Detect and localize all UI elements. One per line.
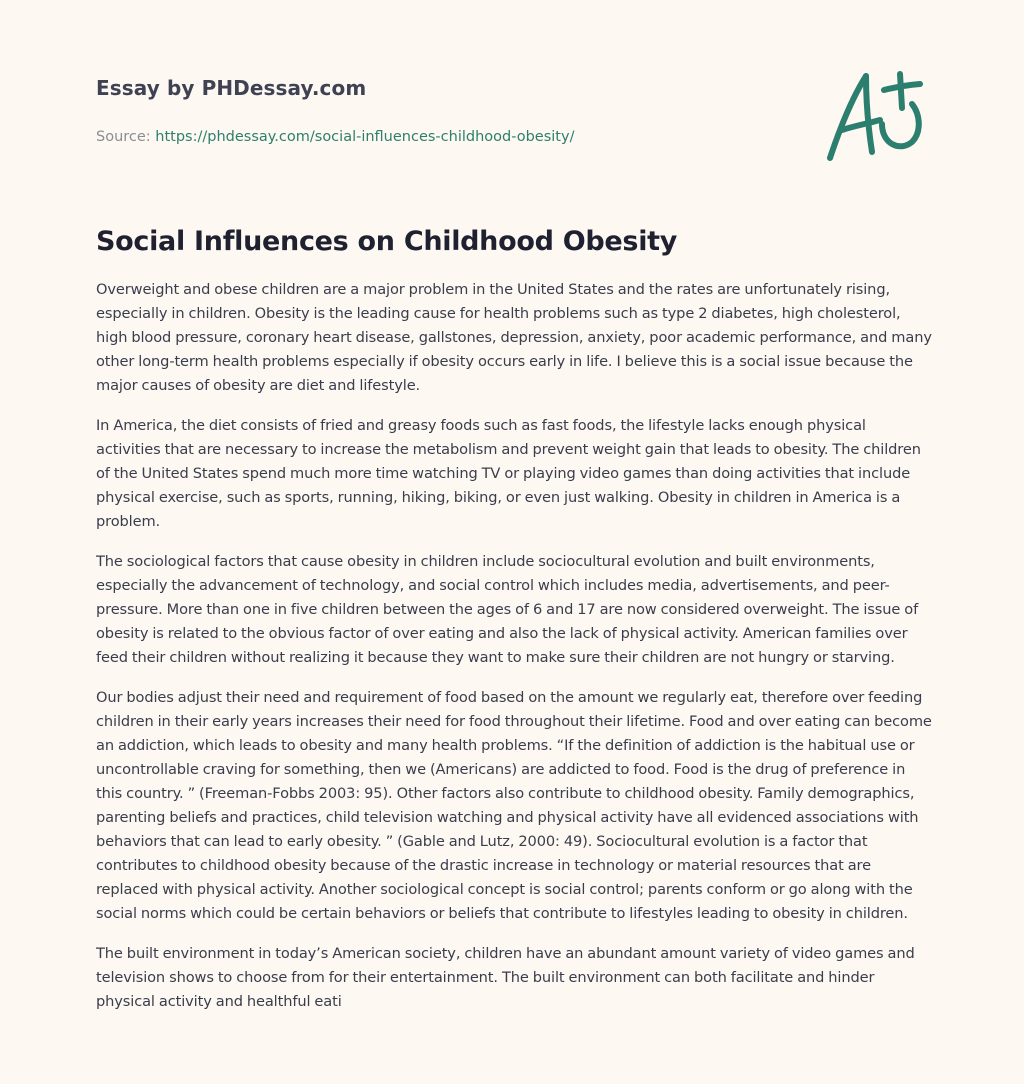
a-plus-logo-icon <box>822 68 926 164</box>
essay-paragraph: Overweight and obese children are a major problem in the United States and the rates are unfortunately rising, especially in children. Obesity is the leading cause for health problems such as type 2 diabetes, high cholesterol, high blood pressure, coronary heart disease, gallstones, depression, anxiety, poor academic performance, and many other long-term health problems especially if obesity occurs early in life. I believe this is a social issue because the major causes of obesity are diet and lifestyle. <box>96 281 932 394</box>
essay-title: Social Influences on Childhood Obesity <box>96 226 678 257</box>
site-header <box>96 76 796 145</box>
source-label: Source: <box>96 129 156 145</box>
essay-paragraph: Our bodies adjust their need and requirement of food based on the amount we regularly eat, therefore over feeding children in their early years increases their need for food throughout their lifetime. Food and over eating can become an addiction, which leads to obesity and many health problems. “If the definition of addiction is the habitual use or uncontrollable craving for something, then we (Americans) are addicted to food. Food is the drug of preference in this country. ” (Freeman-Fobbs 2003: 95). Other factors also contribute to childhood obesity. Family demographics, parenting beliefs and practices, child television watching and physical activity have all evidenced associations with behaviors that can lead to early obesity. ” (Gable and Lutz, 2000: 49). Sociocultural evolution is a factor that contributes to childhood obesity because of the drastic increase in technology or material resources that are replaced with physical activity. Another sociological concept is social control; parents conform or go along with the social norms which could be certain behaviors or beliefs that contribute to lifestyles leading to obesity in children. <box>96 689 932 922</box>
source-link[interactable]: https://phdessay.com/social-influences-childhood-obesity/ <box>155 129 575 145</box>
essay-paragraph: The sociological factors that cause obesity in children include sociocultural evolution and built environments, especially the advancement of technology, and social control which includes media, advertisements, and peer-pressure. More than one in five children between the ages of 6 and 17 are now considered overweight. The issue of obesity is related to the obvious factor of over eating and also the lack of physical activity. American families over feed their children without realizing it because they want to make sure their children are not hungry or starving. <box>96 553 919 666</box>
essay-paragraph: The built environment in today’s American society, children have an abundant amount variety of video games and television shows to choose from for their entertainment. The built environment can both facilitate and hinder physical activity and healthful eati <box>96 945 915 1010</box>
essay-paragraph: In America, the diet consists of fried and greasy foods such as fast foods, the lifestyle lacks enough physical activities that are necessary to increase the metabolism and prevent weight gain that leads to obesity. The children of the United States spend much more time watching TV or playing video games than doing activities that include physical exercise, such as sports, running, hiking, biking, or even just walking. Obesity in children in America is a problem. <box>96 417 921 530</box>
source-line <box>96 129 796 145</box>
essay-article <box>96 226 932 1030</box>
site-title: Essay by PHDessay.com <box>96 76 367 100</box>
